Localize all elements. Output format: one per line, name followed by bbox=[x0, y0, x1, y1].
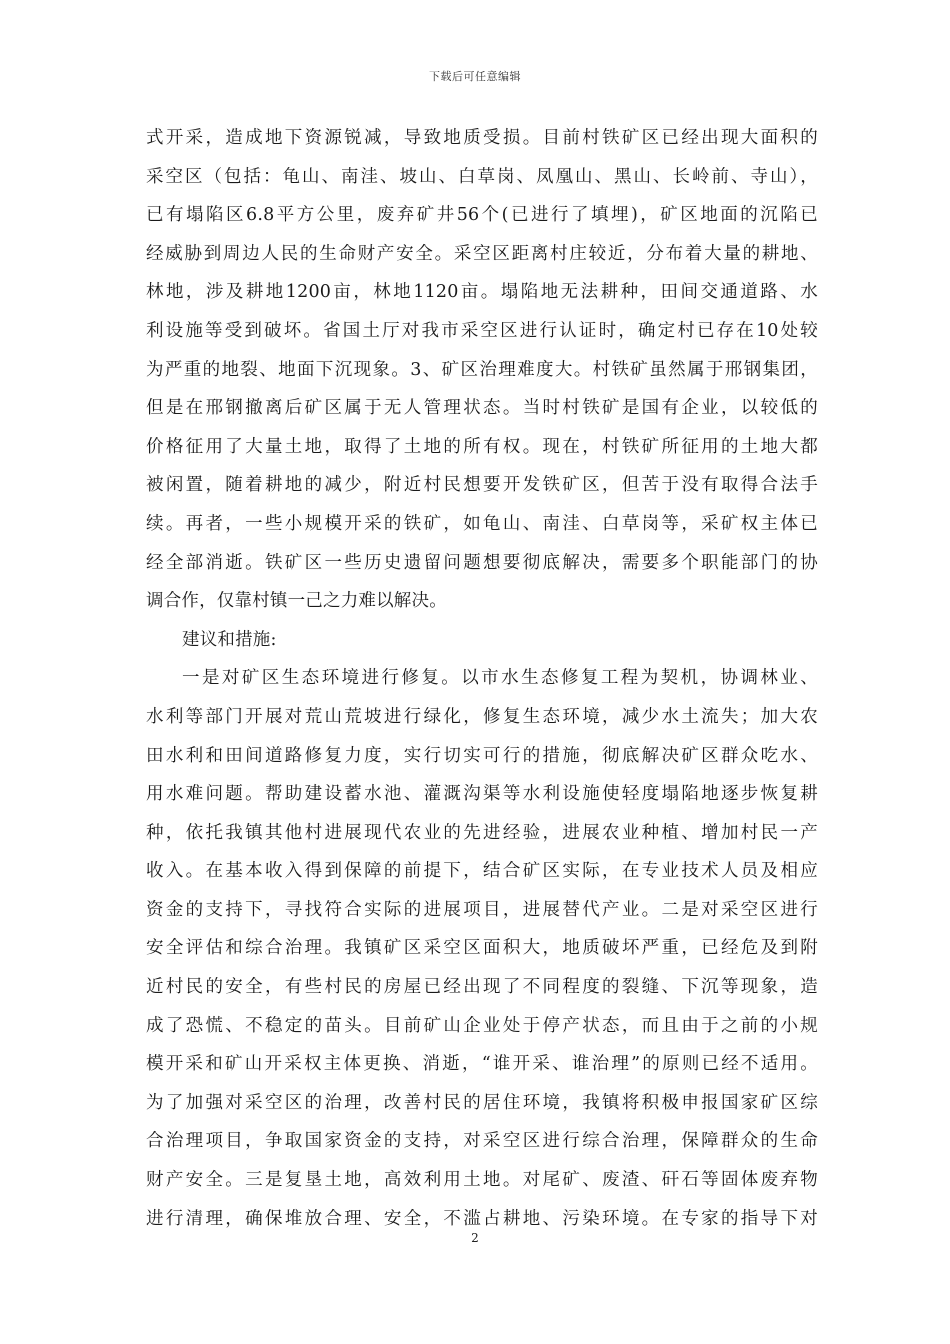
text-line: 成了恐慌、不稳定的苗头。目前矿山企业处于停产状态，而且由于之前的小规 bbox=[146, 1015, 818, 1036]
text-line: 为了加强对采空区的治理，改善村民的居住环境，我镇将积极申报国家矿区综 bbox=[146, 1092, 818, 1113]
text-line: 一是对矿区生态环境进行修复。以市水生态修复工程为契机，协调林业、 bbox=[182, 668, 818, 689]
text-line: 经威胁到周边人民的生命财产安全。采空区距离村庄较近，分布着大量的耕地、 bbox=[146, 243, 818, 264]
text-line: 利设施等受到破坏。省国土厅对我市采空区进行认证时，确定村已存在10处较 bbox=[146, 320, 818, 341]
text-line: 水利等部门开展对荒山荒坡进行绿化，修复生态环境，减少水土流失；加大农 bbox=[146, 706, 818, 727]
text-line: 价格征用了大量土地，取得了土地的所有权。现在，村铁矿所征用的土地大都 bbox=[146, 436, 818, 457]
text-line: 林地，涉及耕地1200亩，林地1120亩。塌陷地无法耕种，田间交通道路、水 bbox=[146, 282, 818, 303]
text-line: 近村民的安全，有些村民的房屋已经出现了不同程度的裂缝、下沉等现象，造 bbox=[146, 977, 818, 998]
text-line: 已有塌陷区6.8平方公里，废弃矿井56个(已进行了填埋)，矿区地面的沉陷已 bbox=[146, 205, 818, 226]
text-line: 但是在邢钢撤离后矿区属于无人管理状态。当时村铁矿是国有企业，以较低的 bbox=[146, 398, 818, 419]
text-line: 种，依托我镇其他村进展现代农业的先进经验，进展农业种植、增加村民一产 bbox=[146, 822, 818, 843]
text-line: 用水难问题。帮助建设蓄水池、灌溉沟渠等水利设施使轻度塌陷地逐步恢复耕 bbox=[146, 784, 818, 805]
document-body bbox=[146, 119, 818, 1238]
text-line: 资金的支持下，寻找符合实际的进展项目，进展替代产业。二是对采空区进行 bbox=[146, 899, 818, 920]
text-line: 被闲置，随着耕地的减少，附近村民想要开发铁矿区，但苦于没有取得合法手 bbox=[146, 475, 818, 496]
text-line: 模开采和矿山开采权主体更换、消逝，“谁开采、谁治理”的原则已经不适用。 bbox=[146, 1054, 818, 1075]
text-line: 安全评估和综合治理。我镇矿区采空区面积大，地质破坏严重，已经危及到附 bbox=[146, 938, 818, 959]
text-line: 合治理项目，争取国家资金的支持，对采空区进行综合治理，保障群众的生命 bbox=[146, 1131, 818, 1152]
text-line: 调合作，仅靠村镇一己之力难以解决。 bbox=[146, 591, 447, 612]
text-line: 收入。在基本收入得到保障的前提下，结合矿区实际，在专业技术人员及相应 bbox=[146, 861, 818, 882]
section-heading: 建议和措施: bbox=[182, 629, 277, 650]
text-line: 进行清理，确保堆放合理、安全，不滥占耕地、污染环境。在专家的指导下对 bbox=[146, 1208, 818, 1229]
text-line: 为严重的地裂、地面下沉现象。3、矿区治理难度大。村铁矿虽然属于邢钢集团， bbox=[146, 359, 818, 380]
text-line: 采空区（包括：龟山、南洼、坡山、白草岗、凤凰山、黑山、长岭前、寺山）， bbox=[146, 166, 818, 187]
page-number: 2 bbox=[471, 1231, 479, 1245]
text-line: 财产安全。三是复垦土地，高效利用土地。对尾矿、废渣、矸石等固体废弃物 bbox=[146, 1170, 818, 1191]
text-line: 式开采，造成地下资源锐减，导致地质受损。目前村铁矿区已经出现大面积的 bbox=[146, 128, 818, 148]
text-line: 续。再者，一些小规模开采的铁矿，如龟山、南洼、白草岗等，采矿权主体已 bbox=[146, 513, 818, 534]
text-line: 田水利和田间道路修复力度，实行切实可行的措施，彻底解决矿区群众吃水、 bbox=[146, 745, 818, 766]
text-line: 经全部消逝。铁矿区一些历史遗留问题想要彻底解决，需要多个职能部门的协 bbox=[146, 552, 818, 573]
page-header: 下载后可任意编辑 bbox=[429, 70, 521, 83]
